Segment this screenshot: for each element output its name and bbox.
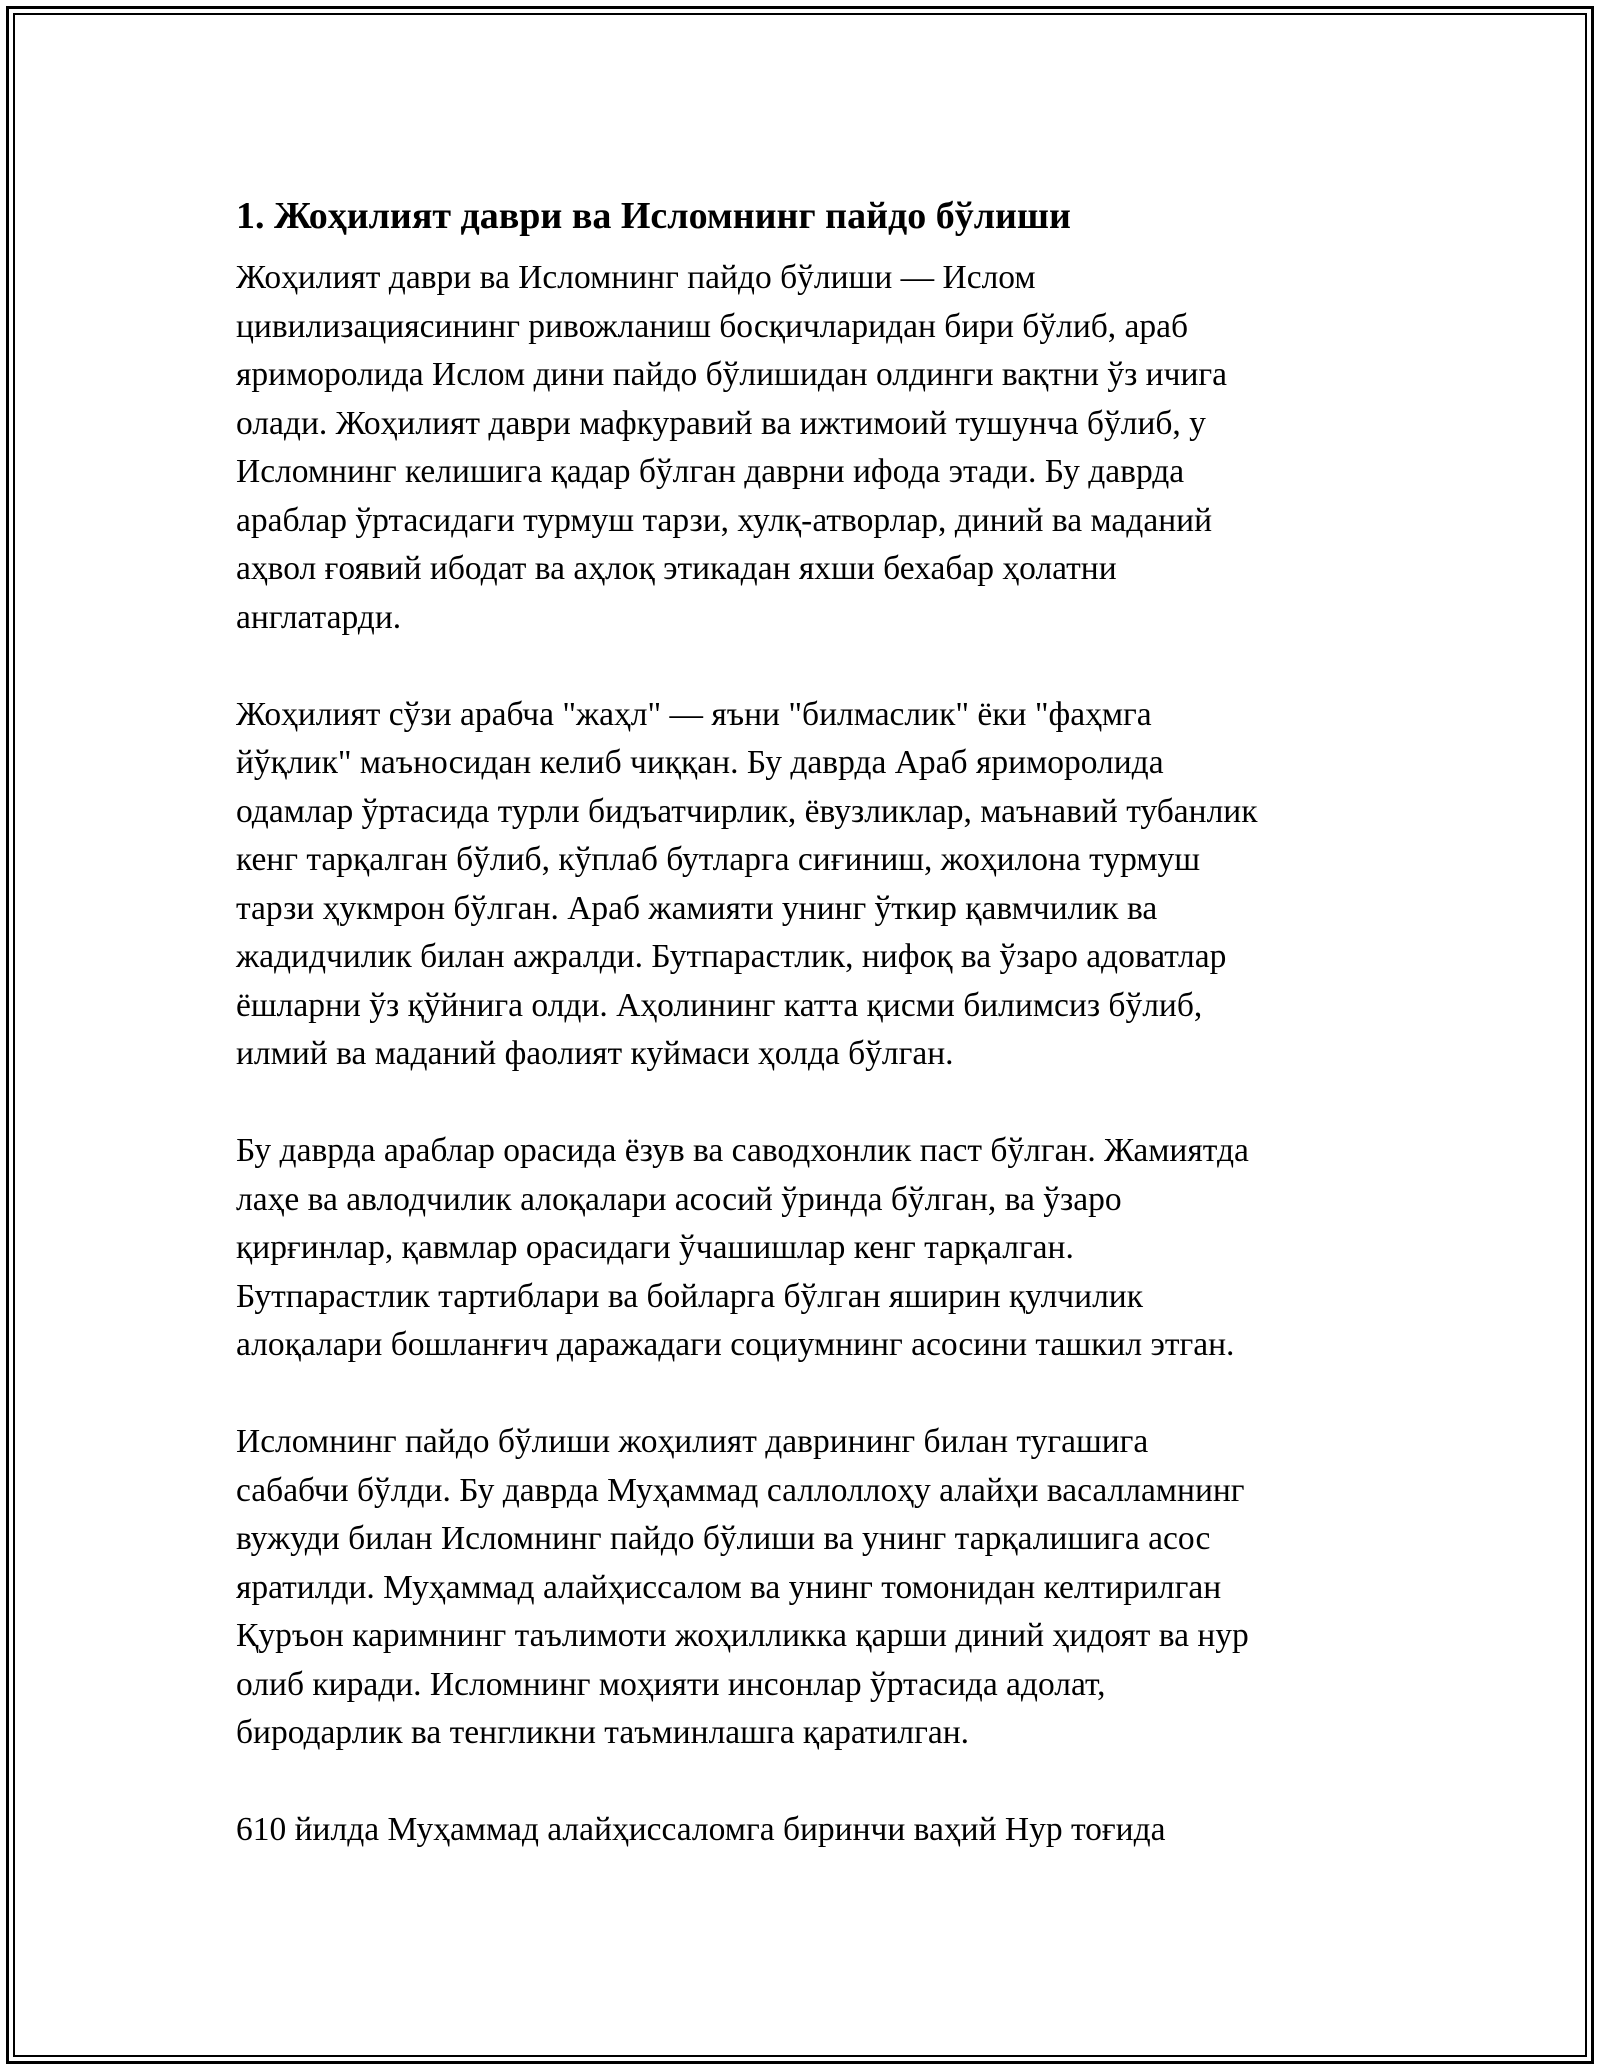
text-line: Бутпарастлик тартиблари ва бойларга бўлган яширин қулчилик (236, 1277, 1143, 1315)
text-line: Жоҳилият даври ва Исломнинг пайдо бўлиши — Ислом (236, 259, 1036, 296)
text-line: Бу даврда араблар орасида ёзув ва саводхонлик паст бўлган. Жамиятда (236, 1132, 1249, 1169)
paragraph-1 (236, 254, 1396, 642)
text-line: 610 йилда Муҳаммад алайҳиссаломга биринчи ваҳий Нур тоғида (236, 1811, 1166, 1848)
text-line: яратилди. Муҳаммад алайҳиссалом ва унинг томонидан келтирилган (236, 1568, 1222, 1606)
text-line: аҳвол ғоявий ибодат ва аҳлоқ этикадан яхши бехабар ҳолатни (236, 550, 1117, 587)
text-line: йўқлик" маъносидан келиб чиққан. Бу даврда Араб яриморолида (236, 744, 1164, 781)
text-line: сабабчи бўлди. Бу даврда Муҳаммад саллоллоҳу алайҳи васалламнинг (236, 1471, 1245, 1509)
paragraph-4 (236, 1418, 1396, 1758)
text-line: яриморолида Ислом дини пайдо бўлишидан олдинги вақтни ўз ичига (236, 356, 1227, 393)
text-line: тарзи ҳукмрон бўлган. Араб жамияти унинг ўткир қавмчилик ва (236, 889, 1158, 927)
text-line: Исломнинг келишига қадар бўлган даврни ифода этади. Бу даврда (236, 453, 1185, 490)
text-line: алоқалари бошланғич даражадаги социумнинг асосини ташкил этган. (236, 1326, 1235, 1363)
text-line: илмий ва маданий фаолият куймаси ҳолда бўлган. (236, 1035, 954, 1072)
text-line: англатарди. (236, 598, 402, 636)
text-line: цивилизациясининг ривожланиш босқичларидан бири бўлиб, араб (236, 307, 1189, 345)
text-line: Қуръон каримнинг таълимоти жоҳилликка қарши диний ҳидоят ва нур (236, 1617, 1249, 1654)
document-body (236, 184, 1396, 1903)
text-line: одамлар ўртасида турли бидъатчирлик, ёвузликлар, маънавий тубанлик (236, 792, 1258, 830)
text-line: вужуди билан Исломнинг пайдо бўлиши ва унинг тарқалишига асос (236, 1520, 1211, 1557)
paragraph-3 (236, 1127, 1396, 1370)
text-line: Жоҳилият сўзи арабча "жаҳл" — яъни "билмаслик" ёки "фаҳмга (236, 695, 1152, 733)
text-line: жадидчилик билан ажралди. Бутпарастлик, нифоқ ва ўзаро адоватлар (236, 938, 1227, 975)
text-line: араблар ўртасидаги турмуш тарзи, хулқ-атворлар, диний ва маданий (236, 501, 1212, 539)
paragraph-2 (236, 691, 1396, 1079)
text-line: қирғинлар, қавмлар орасидаги ўчашишлар кенг тарқалган. (236, 1229, 1074, 1266)
text-line: лаҳе ва авлодчилик алоқалари асосий ўринда бўлган, ва ўзаро (236, 1180, 1122, 1218)
text-line: Исломнинг пайдо бўлиши жоҳилият даврининг билан тугашига (236, 1423, 1149, 1460)
text-line: биродарлик ва тенгликни таъминлашга қаратилган. (236, 1714, 970, 1751)
section-heading: 1. Жоҳилият даври ва Исломнинг пайдо бўлиши (236, 195, 1071, 237)
text-line: олиб киради. Исломнинг моҳияти инсонлар ўртасида адолат, (236, 1665, 1106, 1703)
text-line: ёшларни ўз қўйнига олди. Аҳолининг катта қисми билимсиз бўлиб, (236, 986, 1203, 1024)
paragraph-5 (236, 1806, 1396, 1855)
text-line: кенг тарқалган бўлиб, кўплаб бутларга сиғиниш, жоҳилона турмуш (236, 841, 1201, 878)
text-line: олади. Жоҳилият даври мафкуравий ва ижтимоий тушунча бўлиб, у (236, 404, 1206, 442)
